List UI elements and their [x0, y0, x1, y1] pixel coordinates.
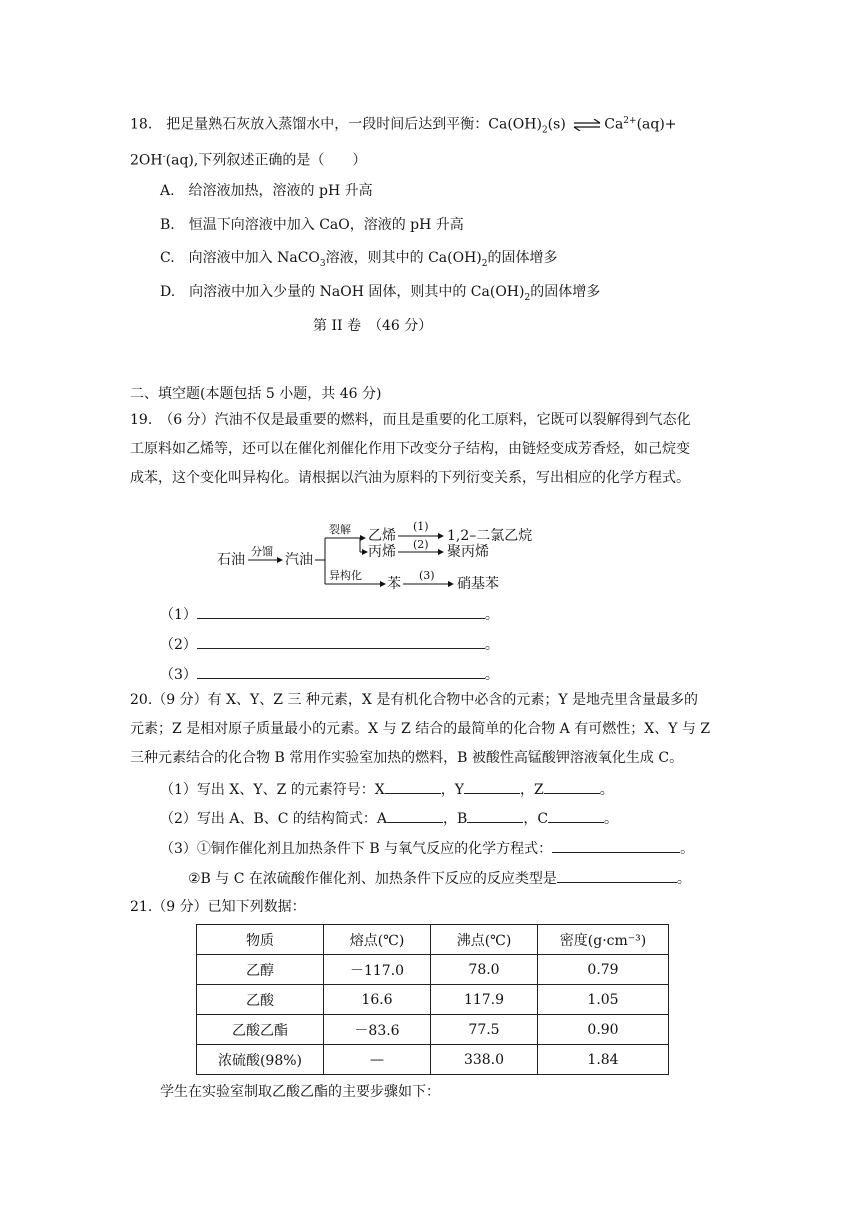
answer-blank[interactable] [197, 664, 485, 679]
table-cell: 117.9 [431, 985, 538, 1015]
q18-option-d [160, 282, 600, 308]
reaction-diagram [215, 516, 535, 598]
diagram-yixi: 乙烯 [368, 528, 396, 544]
q20-end: 。 [676, 871, 691, 887]
table-cell: 0.79 [538, 955, 669, 985]
diagram-ben: 苯 [387, 576, 401, 592]
q20-sub3b [188, 868, 691, 889]
diagram-step2: (2) [413, 538, 429, 551]
diagram-bingxi: 丙烯 [368, 544, 396, 560]
table-header: 沸点(℃) [431, 925, 538, 955]
diagram-liejie: 裂解 [329, 523, 351, 536]
q20-sub1-text: （1）写出 X、Y、Z 的元素符号：X [160, 782, 385, 798]
q20-end: 。 [604, 811, 619, 827]
q20-sub1-y: ，Y [440, 782, 464, 798]
q19-blank-label: （1） [160, 607, 197, 623]
answer-blank[interactable] [548, 808, 604, 823]
diagram-shiyou: 石油 [217, 552, 245, 568]
q18-sup: 2+ [623, 116, 637, 126]
answer-blank[interactable] [387, 808, 443, 823]
q18-c-text: C. 向溶液中加入 NaCO [160, 250, 320, 266]
table-header-row [197, 925, 669, 955]
answer-blank[interactable] [197, 634, 485, 649]
q19-line1: 19. （6 分）汽油不仅是最重要的燃料，而且是重要的化工原料，它既可以裂解得到气态化 [130, 412, 691, 428]
q20-sub3 [160, 838, 694, 859]
q18-sub: 2 [541, 125, 548, 136]
q18-option-c [160, 248, 558, 274]
q18-option-b: B. 恒温下向溶液中加入 CaO，溶液的 pH 升高 [160, 217, 464, 233]
q19-line3: 成苯，这个变化叫异构化。请根据以汽油为原料的下列衍变关系，写出相应的化学方程式。 [130, 470, 690, 486]
table-cell: 0.90 [538, 1015, 669, 1045]
table-header: 物质 [197, 925, 324, 955]
q18-text-b: (s) [547, 116, 571, 133]
answer-blank[interactable] [385, 779, 441, 794]
q20-sub2-b: ，B [443, 811, 468, 827]
q21-intro: 21.（9 分）已知下列数据： [130, 899, 306, 915]
table-cell: 16.6 [324, 985, 431, 1015]
q20-sub2 [160, 808, 618, 829]
answer-blank[interactable] [464, 779, 520, 794]
table-cell: 浓硫酸(98%) [197, 1045, 324, 1075]
q20-sub1-z: ，Z [519, 782, 544, 798]
q18-d-text: D. 向溶液中加入少量的 NaOH 固体，则其中的 Ca(OH) [160, 284, 525, 300]
q19-blank-label: （2） [160, 637, 197, 653]
q18-line1 [130, 111, 677, 140]
answer-blank[interactable] [544, 779, 600, 794]
q18-oh: 2OH [130, 152, 163, 169]
q20-end: 。 [599, 782, 614, 798]
diagram-product2: 聚丙烯 [447, 544, 489, 560]
diagram-step3: (3) [419, 569, 435, 582]
q20-sub3b-text: ②B 与 C 在浓硫酸作催化剂、加热条件下反应的反应类型是 [188, 871, 557, 887]
table-cell: 338.0 [431, 1045, 538, 1075]
q18-c-sub1: 3 [319, 258, 326, 269]
q18-stem-end: (aq),下列叙述正确的是（ ） [165, 152, 367, 169]
q20-sub2-c: ，C [523, 811, 549, 827]
q21-footer: 学生在实验室制取乙酸乙酯的主要步骤如下： [160, 1084, 440, 1100]
table-cell: 乙酸 [197, 985, 324, 1015]
diagram-step1: (1) [413, 520, 429, 533]
q18-line2 [130, 147, 366, 171]
table-row [197, 1015, 669, 1045]
table-cell: 乙醇 [197, 955, 324, 985]
q18-c-text-b: 溶液，则其中的 Ca(OH) [325, 250, 482, 266]
q19-blank-3 [160, 664, 499, 685]
answer-blank[interactable] [467, 808, 523, 823]
answer-blank[interactable] [557, 868, 677, 883]
q18-ca: Ca [604, 116, 624, 133]
q18-c-text-c: 的固体增多 [487, 250, 558, 266]
q20-sub1 [160, 779, 614, 800]
q19-line2: 工原料如乙烯等，还可以在催化剂催化作用下改变分子结构，由链烃变成芳香烃，如己烷变 [130, 441, 690, 457]
q19-blank-end: 。 [484, 667, 499, 683]
table-cell: 77.5 [431, 1015, 538, 1045]
diagram-fenliu: 分馏 [251, 545, 273, 558]
table-header: 熔点(℃) [324, 925, 431, 955]
table-row [197, 985, 669, 1015]
q18-option-a: A. 给溶液加热，溶液的 pH 升高 [160, 183, 373, 199]
table-cell: 1.05 [538, 985, 669, 1015]
answer-blank[interactable] [552, 838, 680, 853]
q18-d-sub1: 2 [524, 292, 531, 303]
q18-text: 18. 把足量熟石灰放入蒸馏水中，一段时间后达到平衡：Ca(OH) [130, 116, 542, 133]
q18-d-text-c: 的固体增多 [530, 284, 601, 300]
table-cell: — [324, 1045, 431, 1075]
section2-header: 二、填空题(本题包括 5 小题，共 46 分) [130, 386, 382, 402]
q20-line2: 元素；Z 是相对原子质量最小的元素。X 与 Z 结合的最简单的化合物 A 有可燃性；X、Y 与 Z [130, 721, 711, 737]
diagram-product1: 1,2–二氯乙烷 [447, 528, 533, 544]
q19-blank-1 [160, 604, 499, 625]
table-cell: 乙酸乙酯 [197, 1015, 324, 1045]
q19-blank-label: （3） [160, 667, 197, 683]
q20-end: 。 [680, 841, 695, 857]
diagram-yigouhua: 异构化 [329, 569, 362, 582]
table-row [197, 955, 669, 985]
table-row [197, 1045, 669, 1075]
q18-c-sub2: 2 [481, 258, 488, 269]
answer-blank[interactable] [197, 604, 485, 619]
q19-blank-end: 。 [484, 637, 499, 653]
q20-sub3-text: （3）①铜作催化剂且加热条件下 B 与氧气反应的化学方程式： [160, 841, 553, 857]
q20-sub2-text: （2）写出 A、B、C 的结构简式：A [160, 811, 388, 827]
table-cell: 1.84 [538, 1045, 669, 1075]
table-cell: －117.0 [324, 955, 431, 985]
q20-line3: 三种元素结合的化合物 B 常用作实验室加热的燃料，B 被酸性高锰酸钾溶液氧化生成 C。 [130, 750, 684, 766]
data-table [196, 924, 669, 1075]
equilibrium-arrow-icon [572, 119, 602, 131]
section-title: 第 II 卷 （46 分） [313, 318, 433, 334]
q20-line1: 20.（9 分）有 X、Y、Z 三 种元素，X 是有机化合物中必含的元素；Y 是地壳里含量最多的 [130, 692, 699, 708]
table-cell: 78.0 [431, 955, 538, 985]
table-header: 密度(g·cm⁻³) [538, 925, 669, 955]
diagram-qiyou: 汽油 [285, 552, 313, 568]
diagram-product3: 硝基苯 [457, 576, 499, 592]
q19-blank-2 [160, 634, 499, 655]
q19-blank-end: 。 [484, 607, 499, 623]
q18-text-d: (aq)+ [636, 116, 677, 133]
table-cell: －83.6 [324, 1015, 431, 1045]
q18-oh-sup: - [162, 152, 166, 162]
